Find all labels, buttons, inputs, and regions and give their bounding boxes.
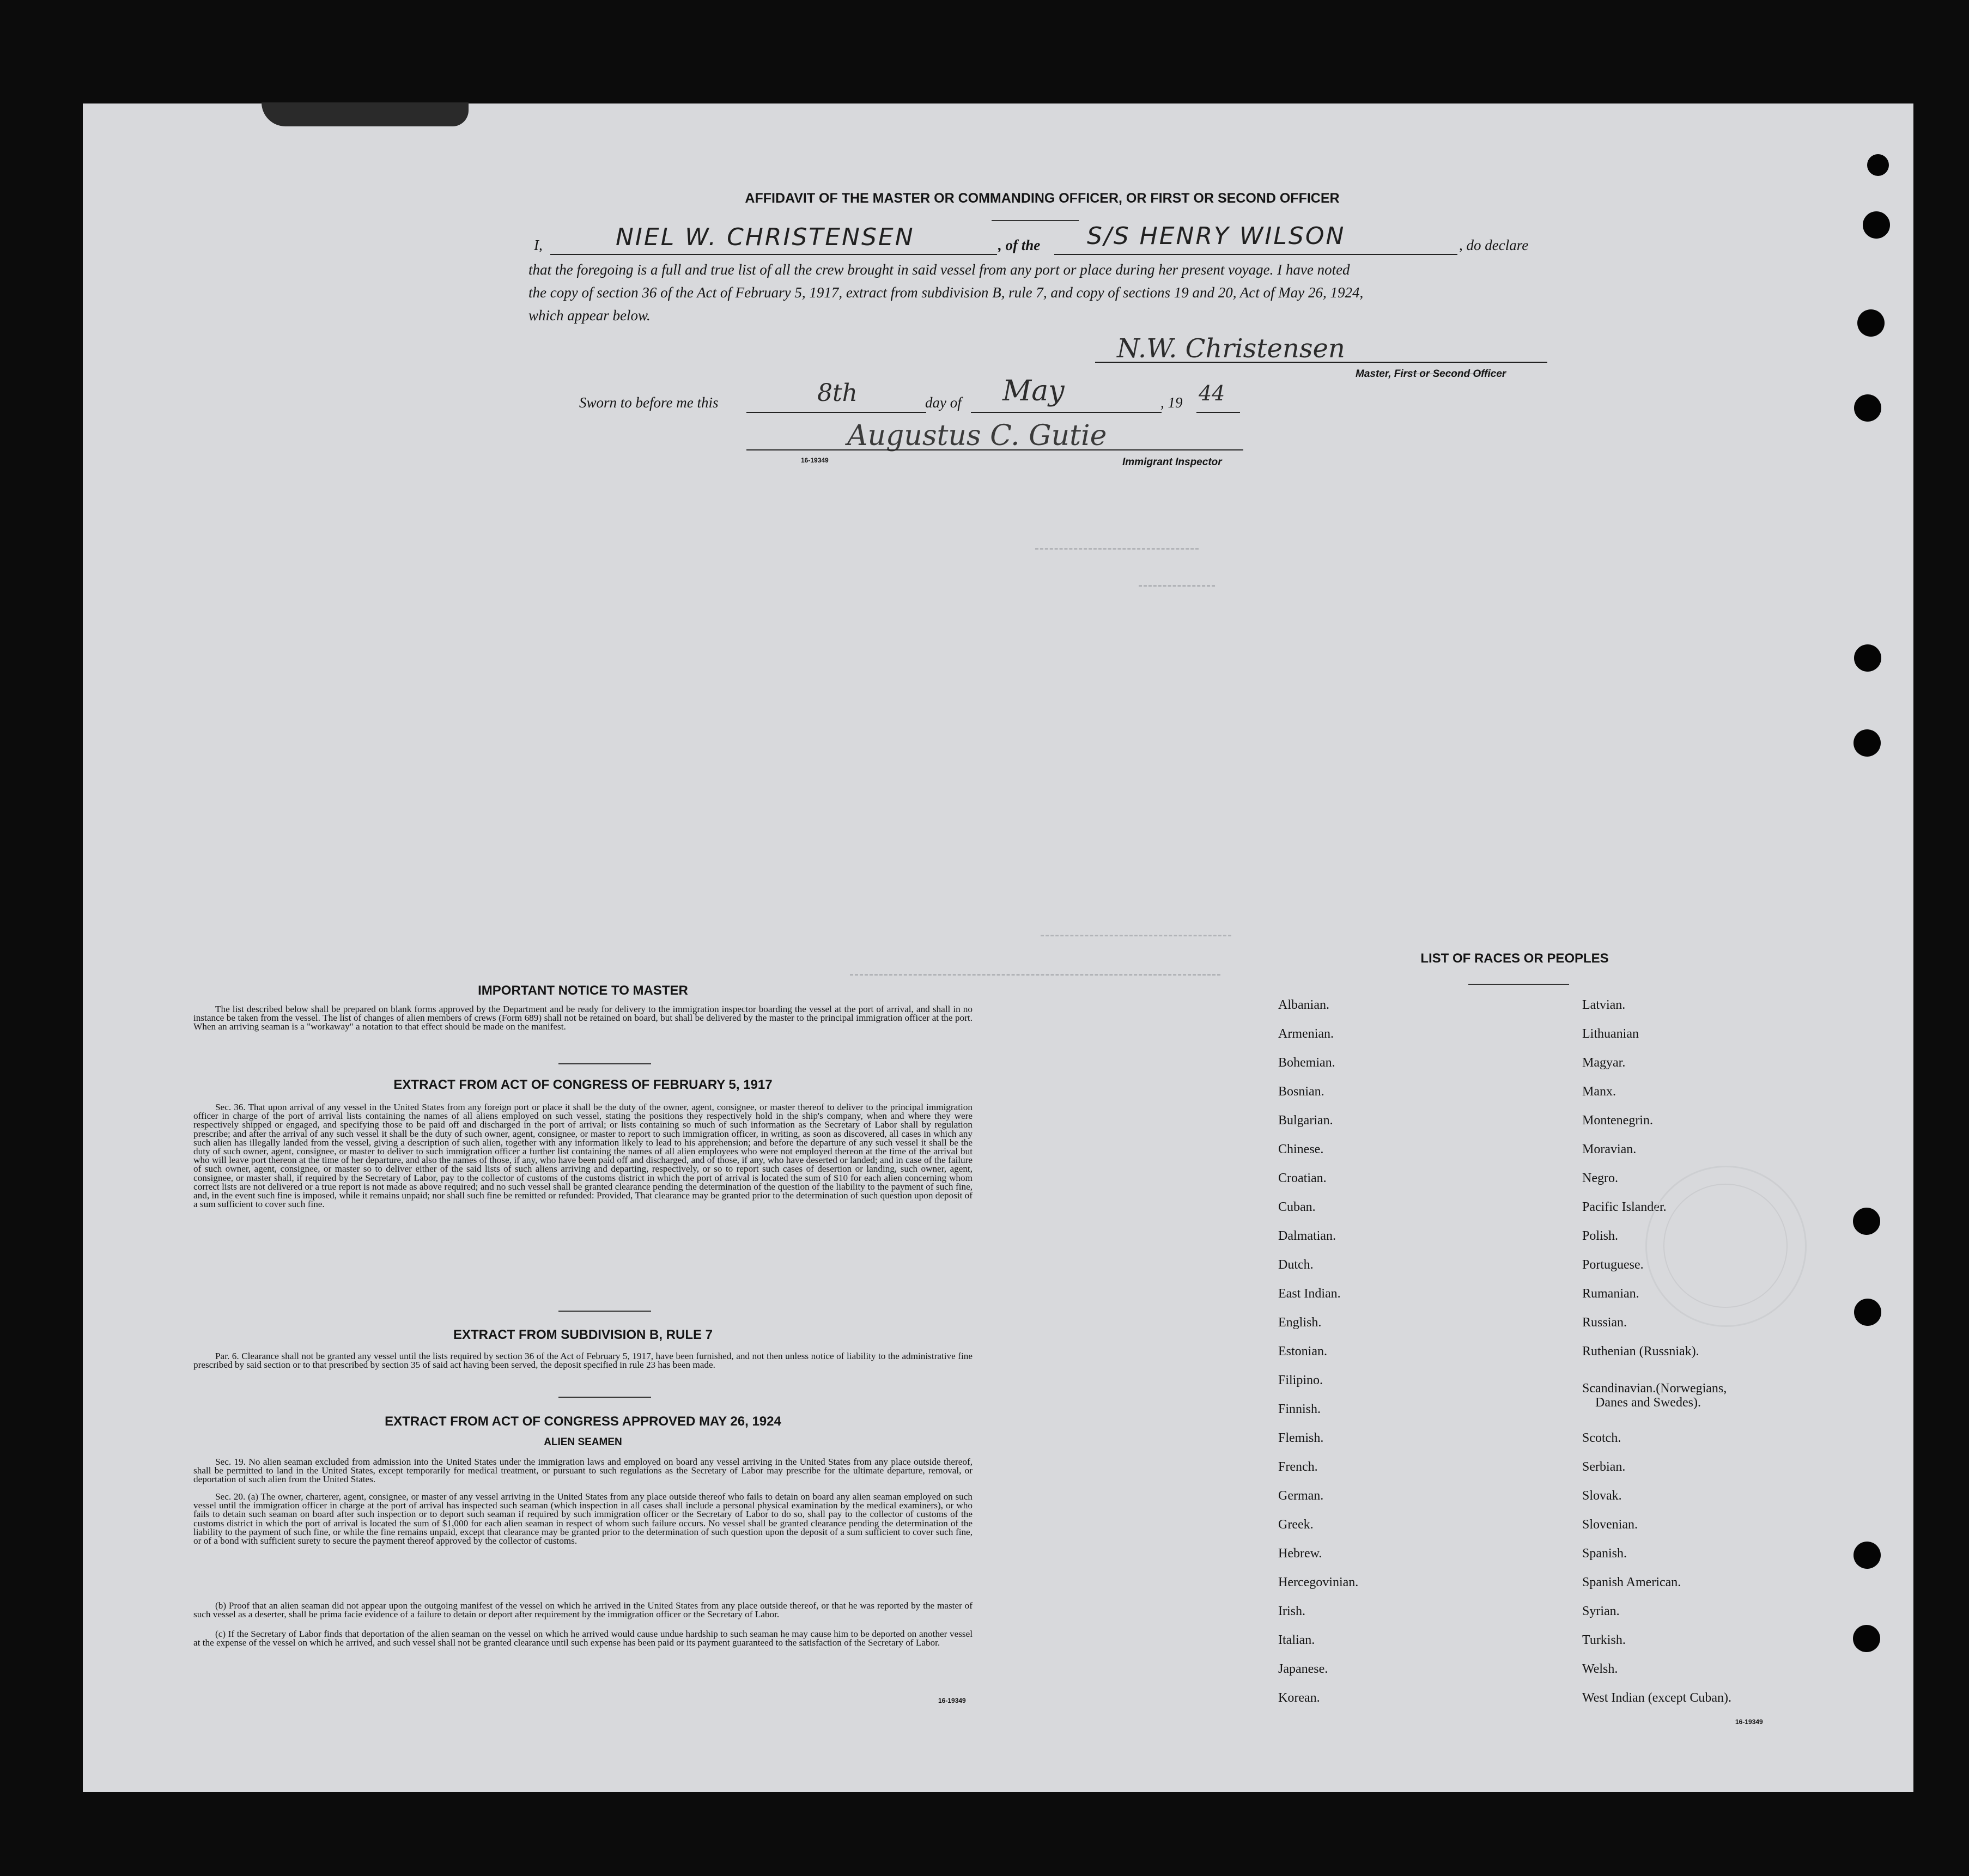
race-item: Manx. <box>1582 1085 1616 1099</box>
rule7-text: Par. 6. Clearance shall not be granted any vessel until the lists required by section 36 of the Act of February 5, 1917, have been furnished, and not then unless notice of liability to the administrative fine prescribed by said section or to that prescribed by section 35 of said act having been served, the deposit specified in rule 23 has been made. <box>193 1351 973 1371</box>
punch-hole <box>1854 644 1881 672</box>
rule7-title: EXTRACT FROM SUBDIVISION B, RULE 7 <box>453 1327 713 1342</box>
race-item: Greek. <box>1278 1518 1314 1532</box>
race-item: Spanish American. <box>1582 1575 1681 1589</box>
race-item: Ruthenian (Russniak). <box>1582 1344 1699 1359</box>
sworn-label: Sworn to before me this <box>579 394 719 411</box>
vessel-name: S/S HENRY WILSON <box>1087 222 1346 250</box>
sec19-text: Sec. 19. No alien seaman excluded from admission into the United States under the immigration laws and employed on board any vessel arriving in the United States from any place outside thereof, shall be permitted to land in the United States, except temporarily for medical treatment, or pursuant to such regulations as the Secretary of Labor may prescribe for the ultimate departure, removal, or deportation of such alien from the United States. <box>193 1457 973 1485</box>
punch-hole <box>1867 154 1889 176</box>
punch-hole <box>1863 211 1890 239</box>
race-item: French. <box>1278 1460 1318 1474</box>
bleed-through-mark <box>1035 548 1199 550</box>
notice-text: The list described below shall be prepared on blank forms approved by the Department and be ready for delivery to the immigration inspector boarding the vessel at the port of arrival, and shall in no instance be taken from the vessel. The list of changes of alien members of crews (Form 689) shall not be retained on board, but shall be delivered by the master to the principal immigration officer at the port. When an arriving seaman is a "workaway" a notation to that effect should be made on the manifest. <box>193 1004 973 1032</box>
races-divider <box>1468 984 1569 985</box>
name-underline <box>550 254 997 255</box>
race-item: Korean. <box>1278 1691 1320 1705</box>
extract-1924-title: EXTRACT FROM ACT OF CONGRESS APPROVED MAY 26, 1924 <box>385 1414 781 1429</box>
race-item: Spanish. <box>1582 1546 1627 1561</box>
race-item: Dalmatian. <box>1278 1229 1336 1243</box>
race-item: Moravian. <box>1582 1142 1637 1156</box>
alien-seamen-subtitle: ALIEN SEAMEN <box>544 1436 622 1448</box>
race-item: Slovenian. <box>1582 1518 1638 1532</box>
sec20c-text: (c) If the Secretary of Labor finds that deportation of the alien seaman on the vessel on which he arrived would cause undue hardship to such seaman he may cause him to be deported on another vessel at the expense of the vessel on which he arrived, and such vessel shall not be granted clearance until such expense has been paid or its payment guaranteed to the satisfaction of the Secretary of Labor. <box>193 1629 973 1648</box>
race-item: Welsh. <box>1582 1662 1618 1676</box>
race-item: East Indian. <box>1278 1287 1341 1301</box>
torn-corner <box>262 102 469 126</box>
race-item: Montenegrin. <box>1582 1113 1653 1128</box>
section-divider <box>558 1063 651 1064</box>
affidavit-title: AFFIDAVIT OF THE MASTER OR COMMANDING OFFICER, OR FIRST OR SECOND OFFICER <box>745 191 1340 206</box>
bleed-through-mark <box>1139 585 1215 587</box>
punch-hole <box>1853 1542 1881 1569</box>
punch-hole <box>1854 1299 1881 1326</box>
form-number: 16-19349 <box>938 1697 966 1704</box>
punch-hole <box>1857 309 1885 337</box>
master-title-label <box>1356 368 1506 380</box>
race-item: Hercegovinian. <box>1278 1575 1359 1589</box>
of-the-label: , of the <box>998 237 1041 253</box>
race-item: West Indian (except Cuban). <box>1582 1691 1731 1705</box>
race-item: Rumanian. <box>1582 1287 1639 1301</box>
embossed-seal <box>1645 1166 1807 1327</box>
affidavit-body-line: the copy of section 36 of the Act of February 5, 1917, extract from subdivision B, rule 7, and copy of sections 19 and 20, Act of May 26, 1924, <box>528 284 1364 301</box>
race-item: Turkish. <box>1582 1633 1626 1647</box>
extract-1917-text: Sec. 36. That upon arrival of any vessel in the United States from any foreign port or place it shall be the duty of the owner, agent, consignee, or master thereof to deliver to the principal immigration officer in charge of the port of arrival lists containing the names of all aliens employed on such vessel, stating the positions they respectively hold in the ship's company, when and where they were respectively shipped or engaged, and specifying those to be paid off and discharged in the port of arrival; or lists containing so much of such information as the Secretary of Labor shall by regulation prescribe; and after the arrival of any such vessel it shall be the duty of such owner, agent, consignee, or master to report to such immigration officer, in writing, as soon as discovered, all cases in which any such alien has illegally landed from the vessel, giving a description of such alien, together with any information likely to lead to his apprehension; and before the departure of any such vessel it shall be the duty of such owner, agent, consignee, or master to deliver to such immigration officer a further list containing the names of all alien employees who were not employed thereon at the time of the arrival but who will leave port thereon at the time of her departure, and also the names of those, if any, who have been paid off and discharged, and of those, if any, who have deserted or landed; and in case of the failure of such owner, agent, consignee, or master so to deliver either of the said lists of such aliens arriving and departing, respectively, or so to report such cases of desertion or landing, such owner, agent, consignee, or master shall, if required by the Secretary of Labor, pay to the collector of customs of the customs district in which the port of arrival is located the sum of $10 for each alien concerning whom correct lists are not delivered or a true report is not made as above required; and no such vessel shall be granted clearance pending the determination of the question of the liability to the payment of such fine, and, in the event such fine is imposed, while it remains unpaid; nor shall such fine be remitted or refunded: Provided, That clearance may be granted prior to the determination of such question upon deposit of a sum sufficient to cover such fine. <box>193 1102 973 1210</box>
inspector-underline <box>746 449 1243 450</box>
form-number: 16-19349 <box>801 456 829 464</box>
race-item: Finnish. <box>1278 1402 1321 1416</box>
race-item: Croatian. <box>1278 1171 1327 1185</box>
punch-hole <box>1853 1208 1880 1235</box>
race-item: Scandinavian.(Norwegians, <box>1582 1381 1727 1396</box>
affiant-label: I, <box>534 237 543 253</box>
race-item: Syrian. <box>1582 1604 1620 1618</box>
race-item: Portuguese. <box>1582 1258 1644 1272</box>
year-prefix: , 19 <box>1160 394 1183 411</box>
punch-hole <box>1854 394 1881 422</box>
sworn-year: 44 <box>1199 381 1225 405</box>
month-underline <box>971 412 1162 413</box>
race-item: Negro. <box>1582 1171 1618 1185</box>
sec20a-text: Sec. 20. (a) The owner, charterer, agent, consignee, or master of any vessel arriving in the United States from any place outside thereof who fails to detain on board any alien seaman employed on such vessel until the immigration officer in charge at the port of arrival has inspected such seaman (which inspection in all cases shall include a personal physical examination by the medical examiners), or who fails to detain such seaman on board after such inspection or to deport such seaman if required by such immigration officer or the Secretary of Labor to do so, shall pay to the collector of customs of the customs district in which the port of arrival is located the sum of $1,000 for each alien seaman in respect of whom such failure occurs. No vessel shall be granted clearance pending the determination of the liability to the payment of such fine, or while the fine remains unpaid, except that clearance may be granted prior to the determination of such question upon the deposit of a sum sufficient to cover such fine, or of a bond with sufficient surety to secure the payment thereof approved by the collector of customs. <box>193 1491 973 1546</box>
section-divider <box>558 1397 651 1398</box>
section-divider <box>558 1311 651 1312</box>
race-item: Japanese. <box>1278 1662 1328 1676</box>
notice-title: IMPORTANT NOTICE TO MASTER <box>478 983 688 998</box>
race-item: Danes and Swedes). <box>1595 1396 1701 1410</box>
race-item: Russian. <box>1582 1315 1627 1330</box>
master-label: Master, <box>1356 368 1391 380</box>
master-signature: N.W. Christensen <box>1117 333 1345 364</box>
race-item: Scotch. <box>1582 1431 1621 1445</box>
struck-officer-label: First or Second Officer <box>1394 368 1506 380</box>
signature-underline <box>1095 362 1547 363</box>
sworn-month: May <box>1002 375 1065 407</box>
race-item: Dutch. <box>1278 1258 1314 1272</box>
race-item: Irish. <box>1278 1604 1305 1618</box>
race-item: German. <box>1278 1489 1324 1503</box>
year-underline <box>1196 412 1240 413</box>
race-item: Italian. <box>1278 1633 1315 1647</box>
day-of-label: day of <box>925 394 962 411</box>
affidavit-body-line: which appear below. <box>528 307 651 324</box>
inspector-label: Immigrant Inspector <box>1122 456 1222 468</box>
bleed-through-mark <box>1041 935 1231 936</box>
race-item: Estonian. <box>1278 1344 1327 1359</box>
race-item: Serbian. <box>1582 1460 1626 1474</box>
form-number: 16-19349 <box>1735 1718 1763 1726</box>
race-item: Pacific Islander. <box>1582 1200 1667 1214</box>
punch-hole <box>1853 1625 1880 1652</box>
race-item: English. <box>1278 1315 1322 1330</box>
race-item: Bohemian. <box>1278 1056 1335 1070</box>
race-item: Flemish. <box>1278 1431 1324 1445</box>
races-title: LIST OF RACES OR PEOPLES <box>1420 951 1609 966</box>
extract-1917-title: EXTRACT FROM ACT OF CONGRESS OF FEBRUARY 5, 1917 <box>393 1077 773 1092</box>
race-item: Cuban. <box>1278 1200 1316 1214</box>
race-item: Bulgarian. <box>1278 1113 1333 1128</box>
race-item: Latvian. <box>1582 998 1626 1012</box>
race-item: Armenian. <box>1278 1027 1334 1041</box>
race-item: Albanian. <box>1278 998 1329 1012</box>
sworn-day: 8th <box>817 379 858 407</box>
punch-hole <box>1853 729 1881 757</box>
vessel-underline <box>1054 254 1457 255</box>
master-name: NIEL W. CHRISTENSEN <box>616 223 915 251</box>
race-item: Chinese. <box>1278 1142 1324 1156</box>
sec20b-text: (b) Proof that an alien seaman did not appear upon the outgoing manifest of the vessel on which he arrived in the United States from any place outside thereof, or that he was reported by the master of such vessel as a deserter, shall be prima facie evidence of a failure to detain or deport after requirement by the immigration officer or the Secretary of Labor. <box>193 1600 973 1620</box>
day-underline <box>746 412 926 413</box>
race-item: Magyar. <box>1582 1056 1626 1070</box>
do-declare-label: , do declare <box>1459 237 1529 253</box>
inspector-signature: Augustus C. Gutie <box>847 419 1107 452</box>
name-rule <box>992 220 1079 221</box>
bleed-through-mark <box>850 974 1220 976</box>
race-item: Filipino. <box>1278 1373 1323 1387</box>
race-item: Slovak. <box>1582 1489 1622 1503</box>
race-item: Polish. <box>1582 1229 1619 1243</box>
race-item: Bosnian. <box>1278 1085 1324 1099</box>
affidavit-body-line: that the foregoing is a full and true list of all the crew brought in said vessel from any port or place during her present voyage. I have noted <box>528 261 1350 278</box>
race-item: Lithuanian <box>1582 1027 1639 1041</box>
race-item: Hebrew. <box>1278 1546 1322 1561</box>
